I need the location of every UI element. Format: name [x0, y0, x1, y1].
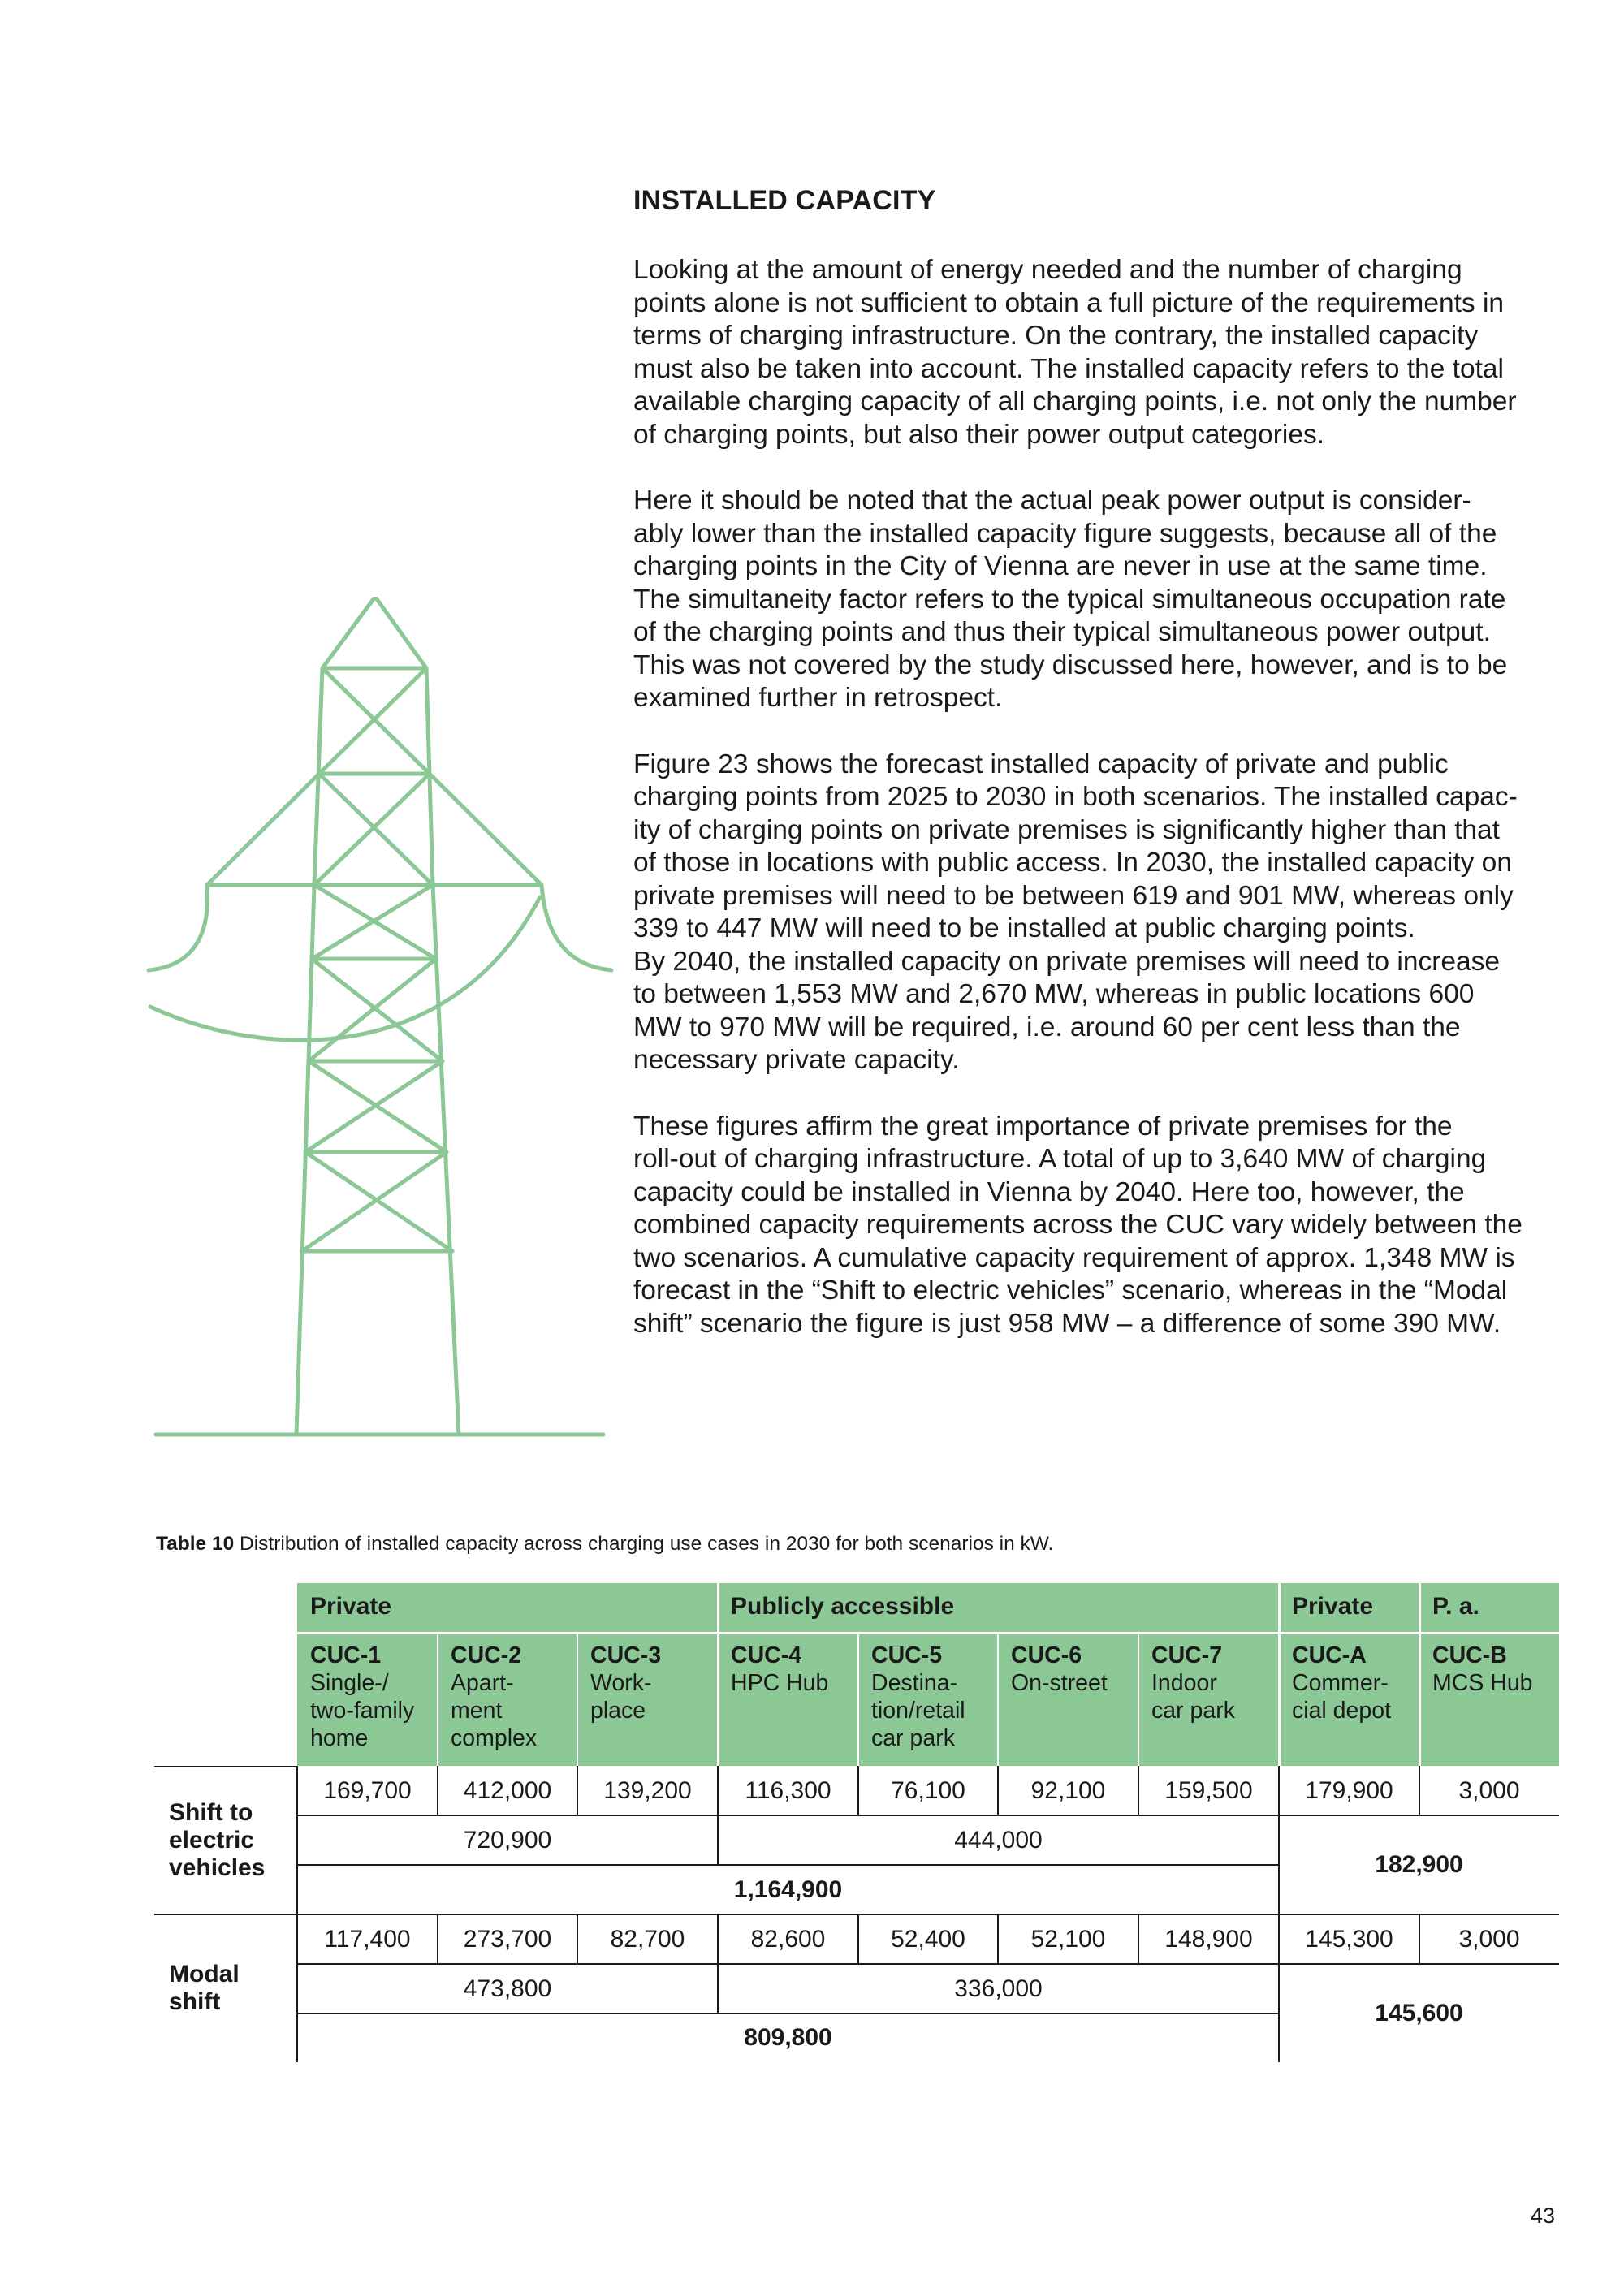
header-divider: [857, 1632, 859, 1766]
group-header-private: Private: [310, 1593, 392, 1620]
grid-line: [154, 1766, 297, 1767]
row-label-modal-shift: Modal shift: [169, 1961, 240, 2015]
grid-line: [1419, 1914, 1420, 1964]
capacity-table: [154, 1583, 1559, 2062]
public-subtotal: 336,000: [954, 1974, 1043, 2002]
column-header-cuc-7: CUC-7 Indoor car park: [1151, 1642, 1235, 1724]
commercial-total: 145,600: [1375, 1999, 1463, 2026]
header-divider: [1278, 1583, 1281, 1766]
text-column: [633, 185, 1563, 1374]
table-cell: 3,000: [1458, 1776, 1520, 1804]
grid-line: [297, 1815, 1559, 1816]
grid-line: [997, 1914, 999, 1964]
column-header-cuc-5: CUC-5 Destina- tion/retail car park: [871, 1642, 965, 1751]
scenario-total: 1,164,900: [733, 1875, 843, 1903]
grid-line: [997, 1766, 999, 1815]
table-cell: 92,100: [1030, 1776, 1106, 1804]
column-header-cuc-6: CUC-6 On-street: [1011, 1642, 1108, 1696]
grid-line: [154, 1914, 1559, 1915]
column-header-cuc-2: CUC-2 Apart- ment complex: [451, 1642, 538, 1751]
header-divider: [1138, 1632, 1139, 1766]
column-header-cuc-3: CUC-3 Work- place: [590, 1642, 662, 1724]
grid-line: [297, 2013, 1279, 2014]
grid-line: [717, 1766, 719, 1865]
header-divider: [717, 1583, 719, 1766]
table-cell: 82,700: [610, 1925, 685, 1953]
table-cell: 76,100: [891, 1776, 965, 1804]
header-separator: [297, 1632, 1559, 1634]
table-caption-text: Distribution of installed capacity across charging use cases in 2030 for both scenarios in kW.: [234, 1533, 1054, 1555]
header-divider: [997, 1632, 999, 1766]
paragraph-4: These figures affirm the great importance of private premises for the roll-out of charging infrastructure. A total of up to 3,640 MW of charging capacity could be installed in Vienna by 2040. Here too, however, the combined capacity requirements across the CUC vary widely between the two scenarios. A cumulative capacity requirement of approx. 1,348 MW is forecast in the “Shift to electric vehicles” scenario, whereas in the “Modal shift” scenario the figure is just 958 MW – a difference of some 390 MW.: [633, 1111, 1522, 1339]
grid-line: [1138, 1914, 1139, 1964]
public-subtotal: 444,000: [954, 1826, 1043, 1854]
table-caption: [156, 1533, 1053, 1556]
grid-line: [577, 1766, 578, 1815]
table-cell: 148,900: [1164, 1925, 1253, 1953]
grid-line: [1419, 1766, 1420, 1815]
table-cell: 179,900: [1305, 1776, 1393, 1804]
table-cell: 117,400: [324, 1925, 411, 1953]
grid-line: [297, 1864, 1279, 1866]
grid-line: [857, 1766, 859, 1815]
table-cell: 169,700: [323, 1776, 412, 1804]
grid-line: [577, 1914, 578, 1964]
table-cell: 3,000: [1458, 1925, 1520, 1953]
column-header-cuc-b: CUC-B MCS Hub: [1432, 1642, 1533, 1696]
grid-line: [437, 1766, 438, 1815]
table-cell: 52,400: [891, 1925, 965, 1953]
table-cell: 273,700: [463, 1925, 552, 1953]
group-header-public: Publicly accessible: [731, 1593, 955, 1620]
group-header-private-commercial: Private: [1292, 1593, 1374, 1620]
section-heading: INSTALLED CAPACITY: [633, 185, 936, 216]
paragraph-2: Here it should be noted that the actual peak power output is consider- ably lower than the installed capacity figure suggests, because all of the charging points in the City of Vienna are never in use at the same time. The simultaneity factor refers to the typical simultaneous occupation rate of the charging points and thus their typical simultaneous power output. This was not covered by the study discussed here, however, and is to be examined further in retrospect.: [633, 486, 1508, 713]
scenario-total: 809,800: [744, 2024, 832, 2051]
grid-line: [297, 1963, 1559, 1965]
private-subtotal: 473,800: [463, 1974, 552, 2002]
grid-line: [1278, 1766, 1280, 2062]
header-divider: [577, 1632, 578, 1766]
table-cell: 159,500: [1164, 1776, 1253, 1804]
grid-line: [296, 1766, 298, 2062]
paragraph-3: Figure 23 shows the forecast installed capacity of private and public charging points from 2025 to 2030 in both scenarios. The installed capac- ity of charging points on private premises is significantly higher than that of those in locations with public access. In 2030, the installed capacity on private premises will need to be between 619 and 901 MW, whereas only 339 to 447 MW will need to be installed at public charging points. By 2040, the installed capacity on private premises will need to increase to between 1,553 MW and 2,670 MW, whereas in public locations 600 MW to 970 MW will be required, i.e. around 60 per cent less than the necessary private capacity.: [633, 749, 1518, 1075]
table-cell: 116,300: [745, 1776, 831, 1804]
table-caption-label: Table 10: [156, 1533, 235, 1555]
row-label-shift-to-ev: Shift to electric vehicles: [169, 1798, 266, 1881]
column-header-cuc-a: CUC-A Commer- cial depot: [1292, 1642, 1392, 1724]
transmission-tower-icon: [142, 597, 621, 1441]
header-divider: [1419, 1583, 1421, 1766]
page-number: 43: [1531, 2203, 1556, 2228]
grid-line: [717, 1914, 719, 2013]
grid-line: [437, 1914, 438, 1964]
table-cell: 412,000: [463, 1776, 552, 1804]
column-header-cuc-1: CUC-1 Single-/ two-family home: [310, 1642, 415, 1751]
commercial-total: 182,900: [1375, 1851, 1463, 1878]
group-header-pa: P. a.: [1432, 1593, 1479, 1620]
private-subtotal: 720,900: [463, 1826, 552, 1854]
table-cell: 52,100: [1030, 1925, 1106, 1953]
grid-line: [857, 1914, 859, 1964]
table-cell: 139,200: [603, 1776, 692, 1804]
column-header-cuc-4: CUC-4 HPC Hub: [731, 1642, 829, 1696]
table-cell: 145,300: [1305, 1925, 1393, 1953]
table-cell: 82,600: [750, 1925, 826, 1953]
grid-line: [1138, 1766, 1139, 1815]
paragraph-1: Looking at the amount of energy needed and the number of charging points alone is not sufficient to obtain a full picture of the requirements in terms of charging infrastructure. On the contrary, the installed capacity must also be taken into account. The installed capacity refers to the total available charging capacity of all charging points, i.e. not only the number of charging points, but also their power output categories.: [633, 255, 1517, 450]
header-divider: [437, 1632, 438, 1766]
